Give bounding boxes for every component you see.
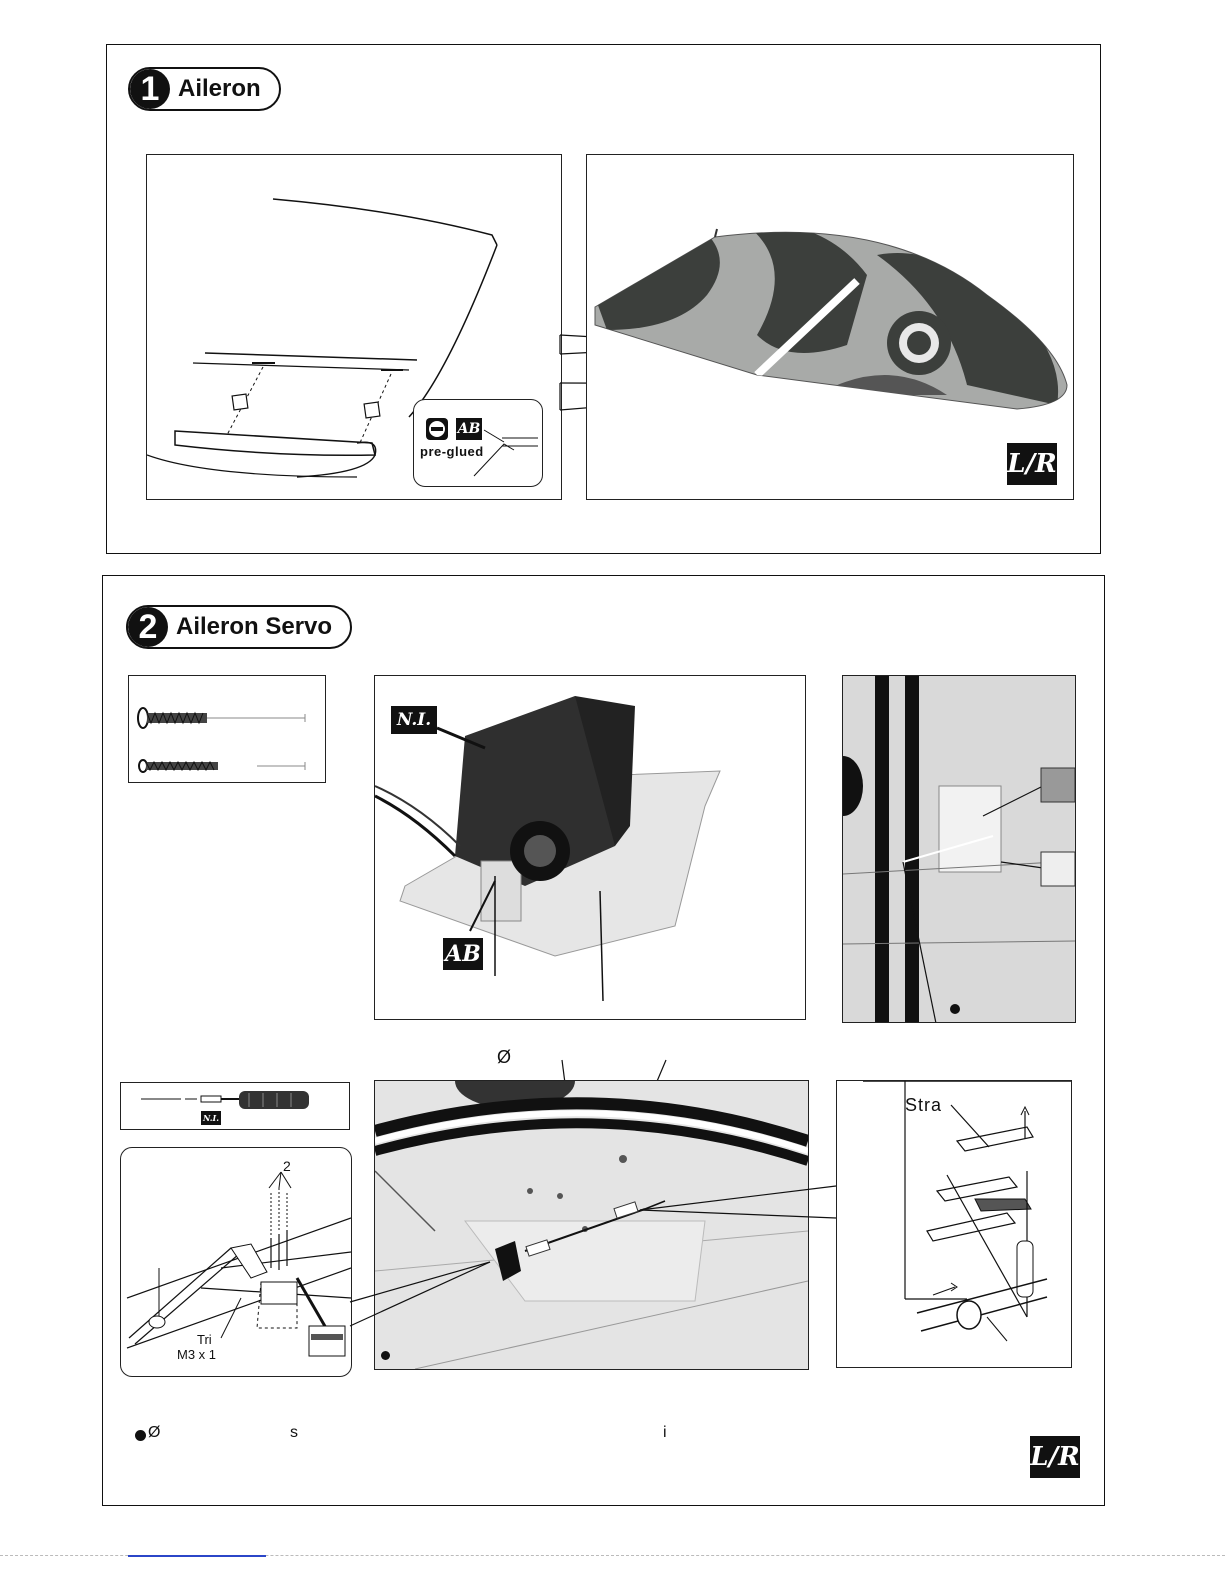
note-fragment-i: i <box>663 1424 667 1441</box>
m3-screw-label: M3 x 1 <box>177 1347 217 1362</box>
note-diameter: Ø <box>148 1424 161 1441</box>
tri-label: Tri <box>197 1332 212 1347</box>
clevis-drawing <box>837 1081 1071 1367</box>
quantity-2-label: 2 <box>283 1158 291 1174</box>
ab-glue-icon: AB <box>456 418 482 440</box>
pre-glued-label: pre-glued <box>420 444 484 459</box>
diameter-label: Ø <box>497 1047 512 1067</box>
step-2-title: Aileron Servo <box>176 613 333 640</box>
footer-link-underline <box>128 1555 266 1557</box>
left-right-badge: L/R <box>1030 1436 1080 1478</box>
not-included-badge: N.I. <box>391 706 437 734</box>
clevis-adjust-drawing-panel <box>836 1080 1072 1368</box>
not-included-small-badge: N.I. <box>202 1113 220 1123</box>
note-fragment-s: s <box>290 1424 298 1441</box>
straight-label: Stra <box>905 1095 943 1115</box>
step-1-number: 1 <box>130 69 170 109</box>
step-2-number: 2 <box>128 607 168 647</box>
step-1-title: Aileron <box>178 75 261 102</box>
ab-glue-badge: AB <box>443 938 483 970</box>
left-right-badge: L/R <box>1007 443 1057 485</box>
note-bullet-icon <box>135 1430 146 1441</box>
